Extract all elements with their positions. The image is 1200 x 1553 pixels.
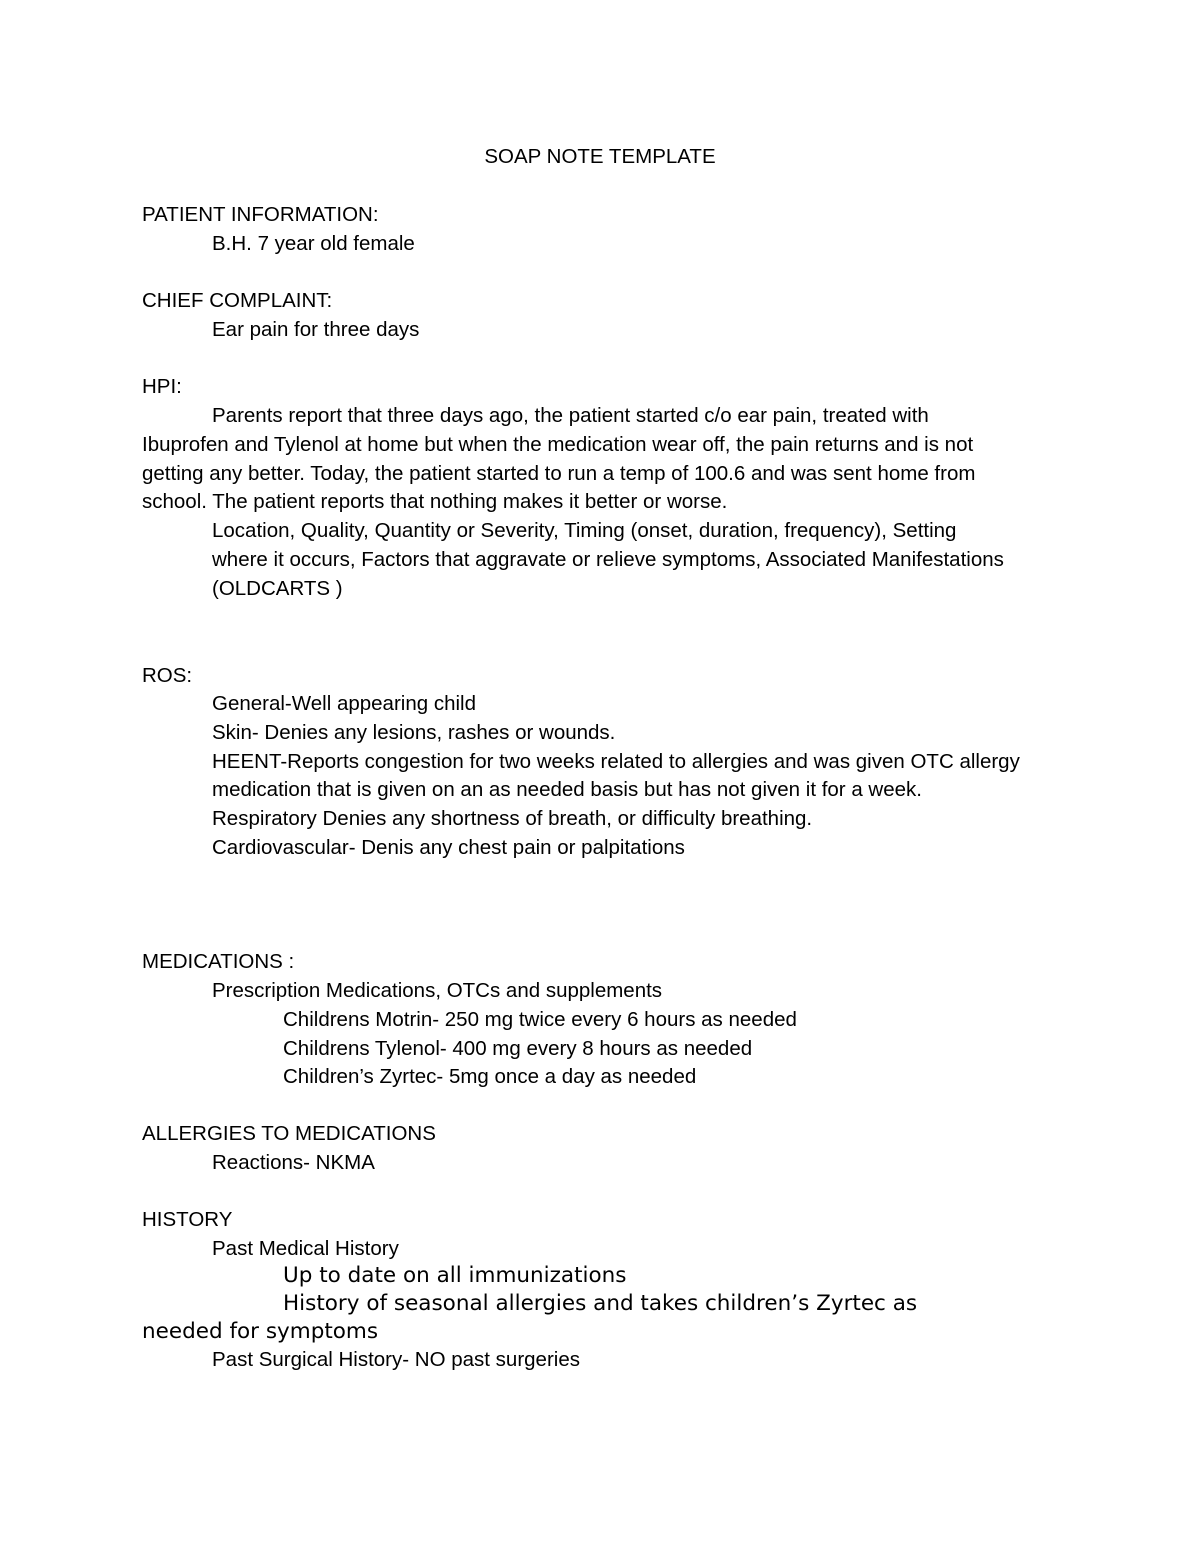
allergies-heading: ALLERGIES TO MEDICATIONS	[142, 1122, 436, 1145]
pmh-item: History of seasonal allergies and takes children’s Zyrtec as	[283, 1291, 918, 1316]
oldcarts-line: Location, Quality, Quantity or Severity, Timing (onset, duration, frequency), Setting	[212, 519, 957, 542]
hpi-line: Parents report that three days ago, the patient started c/o ear pain, treated with	[212, 404, 929, 427]
ros-line: Skin- Denies any lesions, rashes or wounds.	[212, 721, 616, 744]
psh-line: Past Surgical History- NO past surgeries	[212, 1348, 580, 1371]
pmh-item: needed for symptoms	[142, 1319, 379, 1344]
medication-item: Children’s Zyrtec- 5mg once a day as needed	[283, 1065, 697, 1088]
ros-line: medication that is given on an as needed basis but has not given it for a week.	[212, 778, 922, 801]
pmh-label: Past Medical History	[212, 1237, 399, 1260]
oldcarts-line: (OLDCARTS )	[212, 577, 343, 600]
hpi-line: school. The patient reports that nothing makes it better or worse.	[142, 490, 728, 513]
ros-line: Respiratory Denies any shortness of breath, or difficulty breathing.	[212, 807, 813, 830]
history-heading: HISTORY	[142, 1208, 233, 1231]
ros-line: General-Well appearing child	[212, 692, 476, 715]
hpi-line: getting any better. Today, the patient started to run a temp of 100.6 and was sent home from	[142, 462, 976, 485]
hpi-heading: HPI:	[142, 375, 182, 398]
document-title: SOAP NOTE TEMPLATE	[484, 145, 716, 168]
patient-info-value: B.H. 7 year old female	[212, 232, 415, 255]
medication-item: Childrens Tylenol- 400 mg every 8 hours as needed	[283, 1037, 753, 1060]
medications-heading: MEDICATIONS :	[142, 950, 295, 973]
patient-info-heading: PATIENT INFORMATION:	[142, 203, 379, 226]
medication-item: Childrens Motrin- 250 mg twice every 6 hours as needed	[283, 1008, 797, 1031]
ros-heading: ROS:	[142, 664, 193, 687]
medications-subheading: Prescription Medications, OTCs and supplements	[212, 979, 663, 1002]
hpi-line: Ibuprofen and Tylenol at home but when the medication wear off, the pain returns and is not	[142, 433, 974, 456]
allergies-value: Reactions- NKMA	[212, 1151, 375, 1174]
oldcarts-line: where it occurs, Factors that aggravate or relieve symptoms, Associated Manifestations	[212, 548, 1004, 571]
ros-line: Cardiovascular- Denis any chest pain or palpitations	[212, 836, 685, 859]
chief-complaint-value: Ear pain for three days	[212, 318, 420, 341]
chief-complaint-heading: CHIEF COMPLAINT:	[142, 289, 333, 312]
pmh-item: Up to date on all immunizations	[283, 1263, 627, 1288]
ros-line: HEENT-Reports congestion for two weeks related to allergies and was given OTC allergy	[212, 750, 1020, 773]
